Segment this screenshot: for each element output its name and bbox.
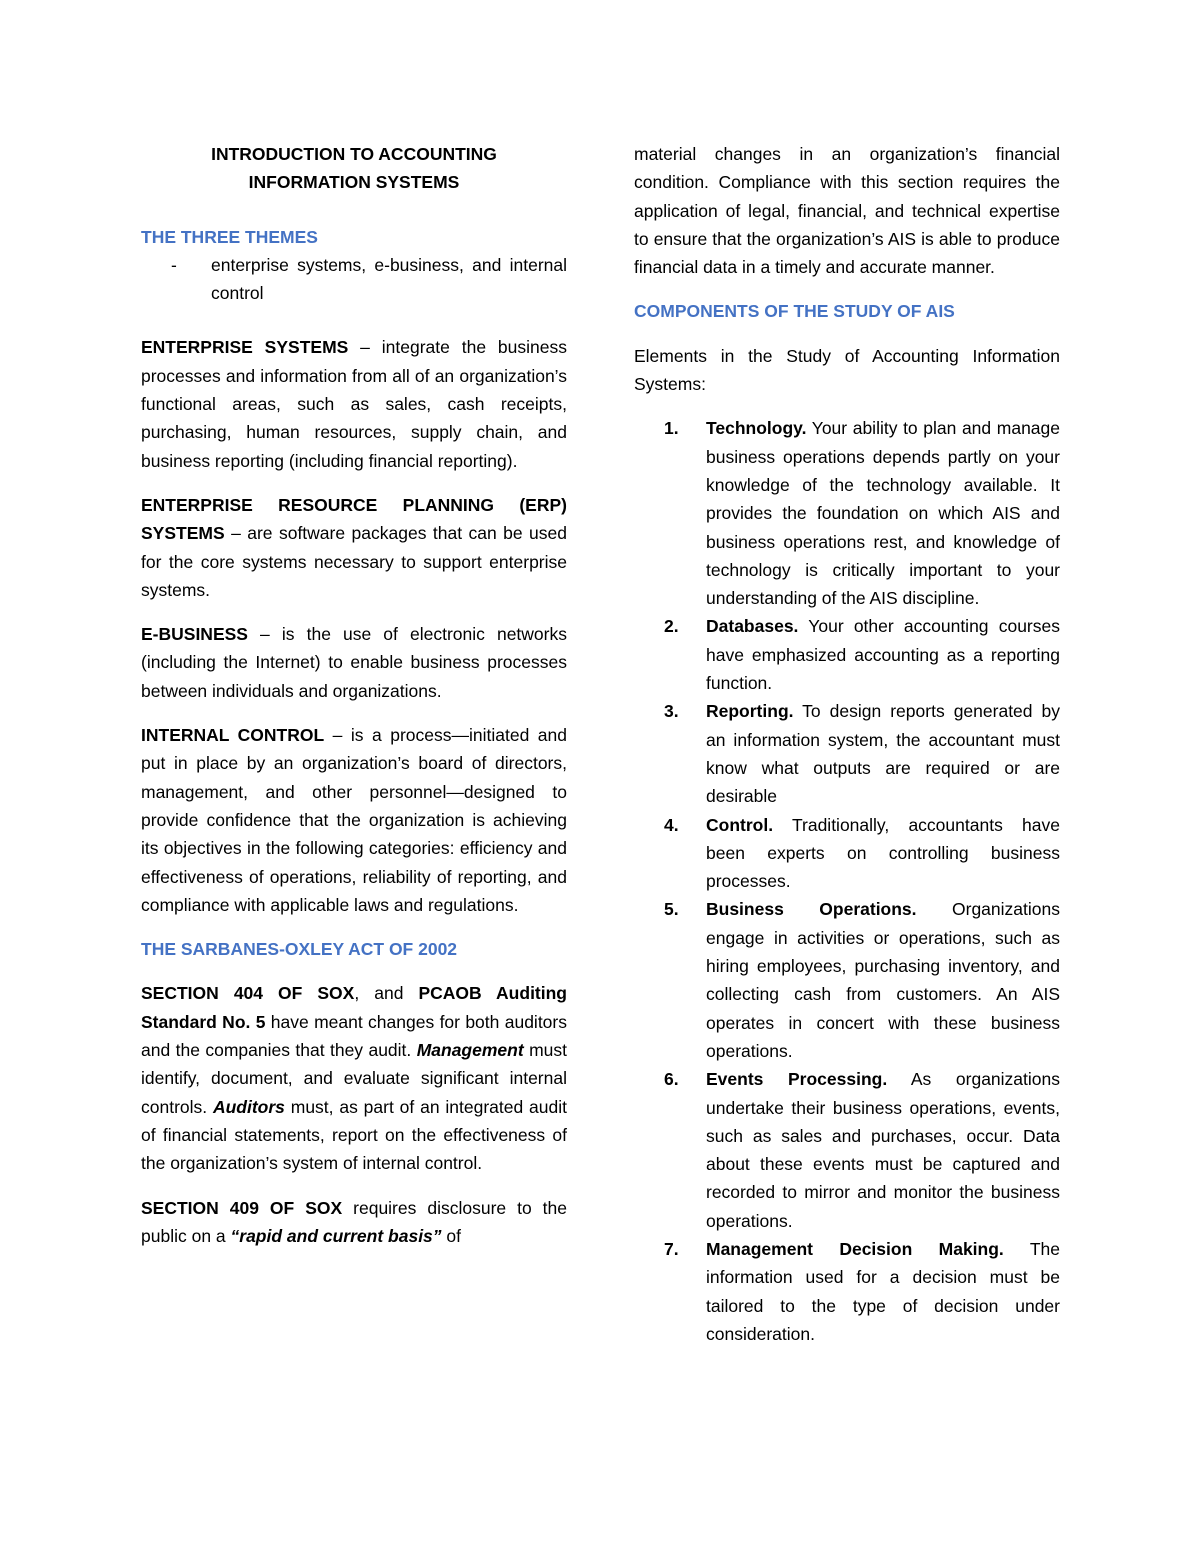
- component-item: [634, 895, 1060, 1065]
- pcaob-term: PCAOB Auditing Standard No. 5: [141, 983, 567, 1032]
- enterprise-systems-text: – integrate the business processes and information from all of an organization’s functional areas, such as sales, cash receipts, purchasing, human resources, supply chain, and business reporting (including financial reporting).: [141, 337, 567, 471]
- management-term: Management: [416, 1040, 524, 1061]
- component-body: [706, 697, 1060, 810]
- component-term: Control.: [706, 814, 774, 835]
- section-404-paragraph: [141, 979, 567, 1177]
- document-title-line2: INFORMATION SYSTEMS: [248, 172, 460, 193]
- elements-intro: Elements in the Study of Accounting Information Systems:: [634, 345, 1060, 395]
- component-body: [706, 1065, 1060, 1235]
- component-body: [706, 414, 1060, 612]
- auditors-term: Auditors: [212, 1096, 285, 1117]
- component-text: Your other accounting courses have emphasized accounting as a reporting function.: [706, 616, 1060, 694]
- component-body: [706, 612, 1060, 697]
- components-list: [634, 414, 1060, 1348]
- internal-control-text: – is a process—initiated and put in place by an organization’s board of directors, management, and other personnel—designed to provide confidence that the organization is achieving its objectives in the following categories: efficiency and effectiveness of operations, reliability of reporting, and compliance with applicable laws and regulations.: [141, 725, 567, 915]
- component-text: To design reports generated by an information system, the accountant must know what outputs are required or are desirable: [706, 701, 1060, 807]
- themes-list-item: [171, 251, 567, 308]
- section-409-text-b: of: [441, 1225, 462, 1246]
- component-text: Your ability to plan and manage business operations depends partly on your knowledge of the technology available. It provides the foundation on which AIS and business operations rest, and knowledge of technology is critically important to your understanding of the AIS discipline.: [706, 418, 1060, 609]
- section-409-paragraph: [141, 1194, 567, 1251]
- component-item: [634, 414, 1060, 612]
- section-409-continuation: material changes in an organization’s financial condition. Compliance with this section requires the application of legal, financial, and technical expertise to ensure that the organization’s AIS is able to produce financial data in a timely and accurate manner.: [634, 144, 1060, 278]
- component-text: As organizations undertake their business operations, events, such as sales and purchases, occur. Data about these events must be captured and recorded to mirror and monitor the business operations.: [706, 1069, 1060, 1231]
- enterprise-systems-paragraph: [141, 333, 567, 474]
- section-404-term: SECTION 404 OF SOX: [141, 983, 355, 1004]
- sox-heading: THE SARBANES-OXLEY ACT OF 2002: [141, 939, 458, 960]
- dash-bullet: -: [171, 254, 177, 275]
- section-409-term: SECTION 409 OF SOX: [141, 1197, 343, 1218]
- component-body: [706, 895, 1060, 1065]
- enterprise-systems-term: ENTERPRISE SYSTEMS: [141, 337, 349, 358]
- internal-control-paragraph: [141, 721, 567, 919]
- section-409-text-a: requires disclosure to the public on a: [141, 1197, 567, 1246]
- section-404-text-a: have meant changes for both auditors and the companies that they audit.: [141, 1011, 567, 1061]
- component-item: [634, 697, 1060, 810]
- component-number: 1.: [664, 418, 679, 439]
- component-body: [706, 1235, 1060, 1348]
- components-heading: COMPONENTS OF THE STUDY OF AIS: [634, 301, 955, 322]
- rapid-current-basis-quote: “rapid and current basis”: [230, 1225, 442, 1246]
- e-business-paragraph: [141, 620, 567, 705]
- component-number: 5.: [664, 899, 679, 920]
- component-body: [706, 811, 1060, 896]
- component-item: [634, 612, 1060, 697]
- component-number: 3.: [664, 701, 679, 722]
- component-number: 7.: [664, 1238, 679, 1259]
- component-term: Reporting.: [706, 701, 794, 722]
- section-404-text-b: must identify, document, and evaluate significant internal controls.: [141, 1040, 567, 1117]
- component-text: The information used for a decision must be tailored to the type of decision under consideration.: [706, 1238, 1061, 1344]
- component-item: [634, 1065, 1060, 1235]
- component-number: 4.: [664, 814, 679, 835]
- component-number: 2.: [664, 616, 679, 637]
- e-business-text: – is the use of electronic networks (including the Internet) to enable business processes between individuals and organizations.: [141, 624, 567, 701]
- component-text: Organizations engage in activities or operations, such as hiring employees, purchasing inventory, and collecting cash from customers. An AIS operates in concert with these business operations.: [706, 899, 1060, 1061]
- three-themes-heading: THE THREE THEMES: [141, 226, 318, 247]
- right-column: [634, 140, 1060, 1348]
- section-404-text-c: must, as part of an integrated audit of financial statements, report on the effectiveness of the organization’s system of internal control.: [141, 1096, 567, 1174]
- left-column: [141, 140, 567, 1250]
- component-item: [634, 1235, 1060, 1348]
- component-term: Databases.: [706, 616, 799, 637]
- themes-text: enterprise systems, e-business, and internal control: [211, 254, 567, 304]
- component-term: Management Decision Making.: [706, 1238, 1004, 1259]
- internal-control-term: INTERNAL CONTROL: [141, 725, 325, 746]
- erp-paragraph: [141, 491, 567, 604]
- component-term: Events Processing.: [706, 1069, 888, 1090]
- component-term: Business Operations.: [706, 899, 917, 920]
- component-text: Traditionally, accountants have been experts on controlling business processes.: [706, 814, 1060, 892]
- document-title-line1: INTRODUCTION TO ACCOUNTING: [211, 144, 497, 164]
- erp-text: – are software packages that can be used for the core systems necessary to support enterprise systems.: [141, 523, 567, 600]
- erp-term: ENTERPRISE RESOURCE PLANNING (ERP) SYSTEMS: [141, 494, 567, 544]
- component-term: Technology.: [706, 418, 807, 439]
- e-business-term: E-BUSINESS: [141, 624, 248, 645]
- section-404-connector: , and: [354, 983, 419, 1004]
- component-item: [634, 811, 1060, 896]
- component-number: 6.: [664, 1069, 679, 1090]
